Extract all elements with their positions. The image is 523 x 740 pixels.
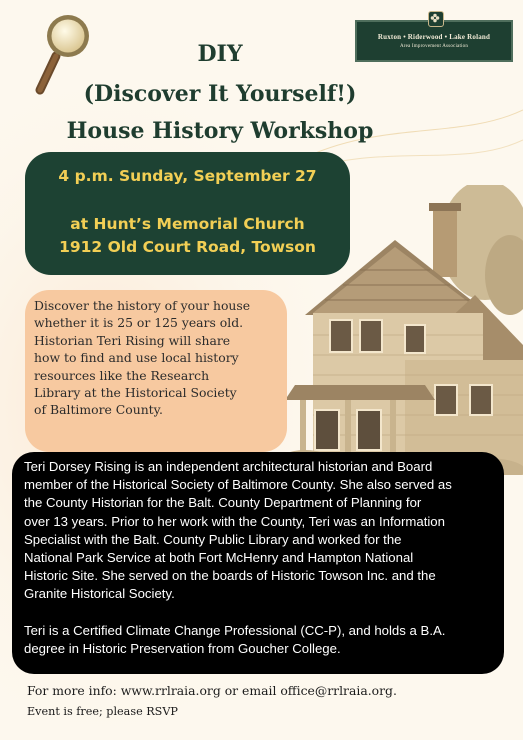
description-line: resources like the Research — [34, 367, 210, 383]
description-line: Library at the Historical Society — [34, 385, 237, 401]
title-line-3: House History Workshop — [66, 118, 374, 144]
description-line: Historian Teri Rising will share — [34, 332, 231, 348]
description-line: of Baltimore County. — [34, 402, 163, 418]
bio-line: Teri is a Certified Climate Change Professional (CC-P), and holds a B.A. — [24, 622, 446, 638]
bio-line: Historic Site. She served on the boards of Historic Towson Inc. and the — [24, 568, 436, 584]
description-line: Discover the history of your house — [34, 298, 251, 313]
event-location-line-2: 1912 Old Court Road, Towson — [59, 238, 316, 256]
contact-info: For more info: www.rrlraia.org or email office@rrlraia.org. — [27, 683, 397, 698]
bio-line: National Park Service at both Fort McHenry and Hampton National — [24, 550, 414, 566]
description-line: how to find and use local history — [34, 350, 239, 366]
bio-line: Teri Dorsey Rising is an independent architectural historian and Board — [24, 459, 433, 474]
description-line: whether it is 25 or 125 years old. — [34, 315, 244, 331]
fleur-emblem-icon — [428, 11, 444, 27]
title-line-1: DIY — [197, 41, 243, 67]
rsvp-note: Event is free; please RSVP — [27, 705, 178, 718]
bio-line: the County Historian for the Balt. County Department of Planning for — [24, 495, 422, 511]
bio-line: Specialist with the Balt. County Public Library and worked for the — [24, 531, 402, 547]
event-datetime: 4 p.m. Sunday, September 27 — [58, 167, 317, 185]
bio-line: Granite Historical Society. — [24, 586, 175, 602]
speaker-bio — [12, 452, 504, 674]
logo-name: Ruxton • Riderwood • Lake Roland — [377, 33, 491, 41]
event-location-line-1: at Hunt’s Memorial Church — [70, 215, 305, 233]
bio-line: over 13 years. Prior to her work with the County, Teri was an Information — [24, 513, 445, 529]
title-line-2: (Discover It Yourself!) — [83, 81, 357, 107]
workshop-description — [25, 290, 287, 452]
bio-line: member of the Historical Society of Baltimore County. She also served as — [24, 477, 452, 493]
bio-line: degree in Historic Preservation from Goucher College. — [24, 640, 341, 656]
paragraph-gap — [24, 604, 494, 622]
logo-subtitle: Area Improvement Association — [399, 44, 469, 49]
event-info-box — [25, 152, 350, 275]
